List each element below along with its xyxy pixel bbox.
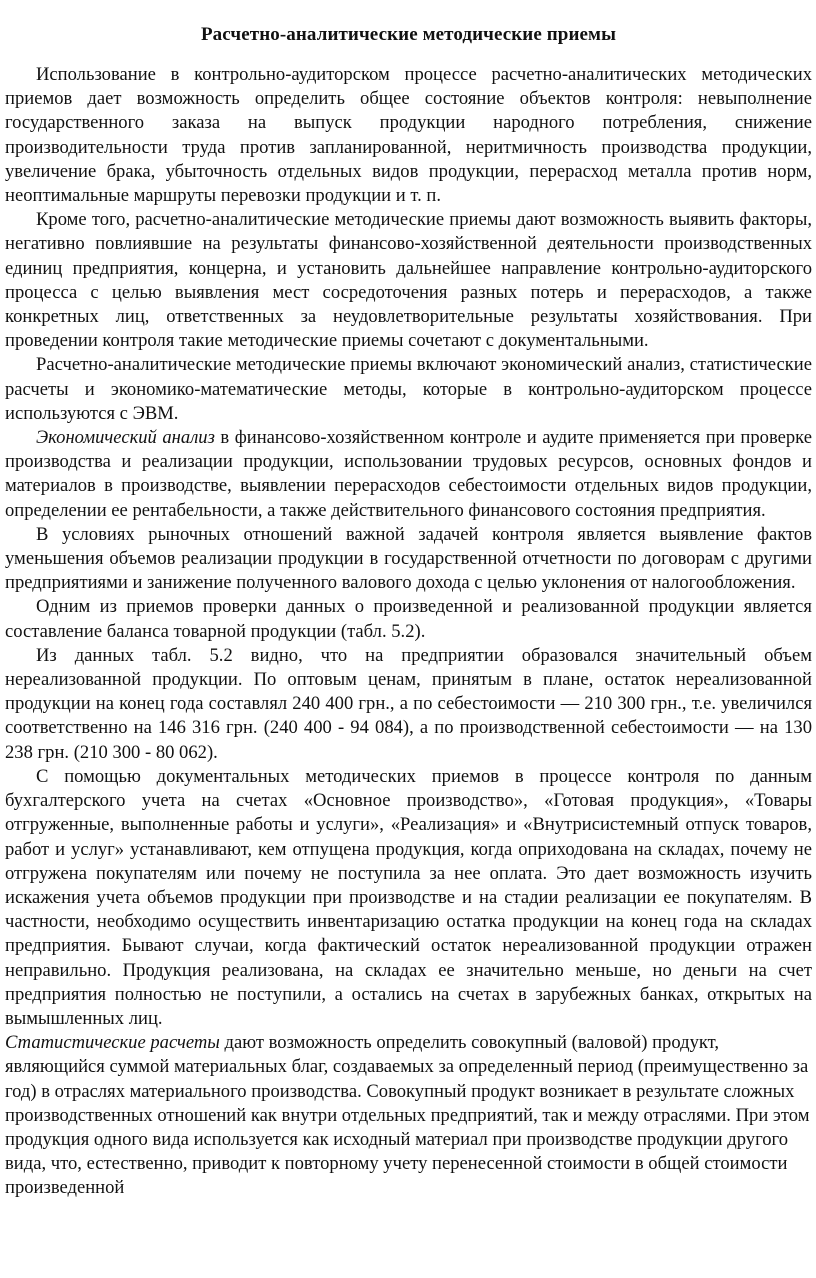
paragraph-8: С помощью документальных методических приемов в процессе контроля по данным бухгалтерского учета на счетах «Основное производство», «Готовая продукция», «Товары отгруженные, выполненные работы и услуги», «Реализация» и «Внутрисистемный отпуск товаров, работ и услуг» устанавливают, кем отпущена продукция, когда оприходована на складах, почему не отгружена покупателям или почему не поступила за нее оплата. Это дает возможность изучить искажения учета объемов продукции при производстве и на стадии реализации ее покупателям. В частности, необходимо осуществить инвентаризацию остатка продукции на конец года на складах предприятия. Бывают случаи, когда фактический остаток нереализованной продукции отражен неправильно. Продукция реализована, на складах ее значительно меньше, но деньги на счет предприятия полностью не поступили, а остались на счетах в зарубежных банках, открытых на вымышленных лиц.	[5, 765, 812, 1029]
paragraph-2: Кроме того, расчетно-аналитические методические приемы дают возможность выявить факторы, негативно повлиявшие на результаты финансово-хозяйственной деятельности производственных единиц предприятия, концерна, и установить дальнейшее направление контрольно-аудиторского процесса с целью выявления мест сосредоточения разных потерь и перерасходов, а также конкретных лиц, ответственных за неудовлетворительные результаты хозяйствования. При проведении контроля такие методические приемы сочетают с документальными.	[5, 209, 812, 352]
paragraph-6: Одним из приемов проверки данных о произведенной и реализованной продукции является составление баланса товарной продукции (табл. 5.2).	[5, 596, 812, 642]
document-title: Расчетно-аналитические методические приемы	[200, 24, 617, 45]
document-body	[5, 63, 812, 1201]
paragraph-1: Использование в контрольно-аудиторском процессе расчетно-аналитических методических приемов дает возможность определить общее состояние объектов контроля: невыполнение государственного заказа на выпуск продукции народного потребления, снижение производительности труда против запланированной, неритмичность производства продукции, увеличение брака, убыточность отдельных видов продукции, перерасход металла против норм, неоптимальные маршруты перевозки продукции и т. п.	[5, 64, 812, 207]
paragraph-5: В условиях рыночных отношений важной задачей контроля является выявление фактов уменьшения объемов реализации продукции в государственной отчетности по договорам с другими предприятиями и занижение полученного валового дохода с целью уклонения от налогообложения.	[5, 523, 812, 594]
paragraph-4	[5, 426, 812, 523]
paragraph-3: Расчетно-аналитические методические приемы включают экономический анализ, статистические расчеты и экономико-математические методы, которые в контрольно-аудиторском процессе используются с ЭВМ.	[5, 354, 812, 424]
term-economic-analysis: Экономический анализ	[36, 427, 215, 449]
paragraph-7: Из данных табл. 5.2 видно, что на предприятии образовался значительный объем нереализованной продукции. По оптовым ценам, принятым в плане, остаток нереализованной продукции на конец года составлял 240 400 грн., а по себестоимости — 210 300 грн., т.е. увеличился соответственно на 146 316 грн. (240 400 - 94 084), а по производственной себестоимости — на 130 238 грн. (210 300 - 80 062).	[5, 644, 812, 763]
term-statistical-calculations: Статистические расчеты	[5, 1032, 220, 1054]
paragraph-4-text: в финансово-хозяйственном контроле и аудите применяется при проверке производства и реализации продукции, использовании трудовых ресурсов, основных фондов и материалов в производстве, выявлении перерасходов себестоимости отдельных видов продукции, определении ее рентабельности, а также действительного финансового состояния предприятия.	[5, 427, 813, 521]
paragraph-9	[5, 1031, 812, 1200]
paragraph-9-text: дают возможность определить совокупный (валовой) продукт, являющийся суммой материальных благ, создаваемых за определенный период (преимущественно за год) в отраслях материального производства. Совокупный продукт возникает в результате сложных производственных отношений как внутри отдельных предприятий, так и между отраслями. При этом продукция одного вида используется как исходный материал при производстве продукции другого вида, что, естественно, приводит к повторному учету перенесенной стоимости в общей стоимости произведенной	[5, 1032, 810, 1199]
